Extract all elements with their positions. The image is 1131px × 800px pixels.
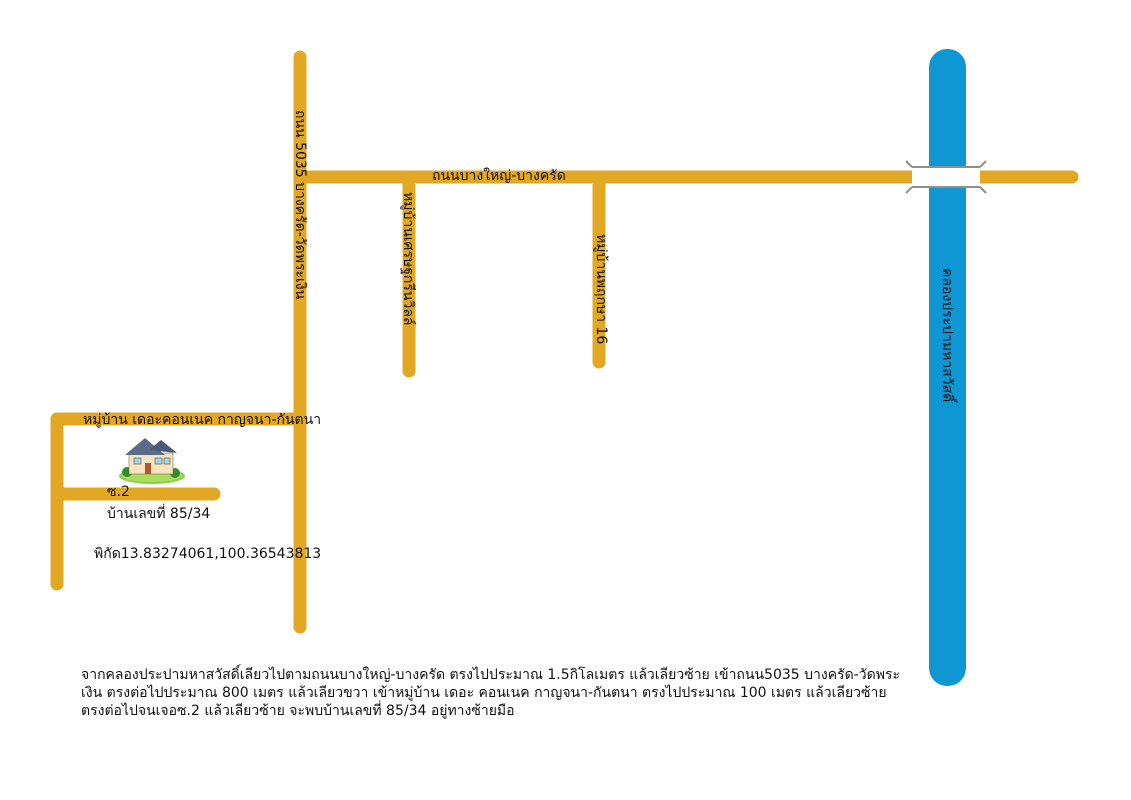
soi-a-label: หมู่บ้านเศรษฐกรีนวิลล์ — [400, 192, 416, 326]
directions-text: จากคลองประปามหาสวัสดิ์เลียวไปตามถนนบางใหญ่-บางครัด ตรงไปประมาณ 1.5กิโลเมตร แล้วเลียวซ้าย เข้าถนน5035 บางครัด-วัดพระเงิน ตรงต่อไปประมาณ 800 เมตร แล้วเลียวขวา เข้าหมู่บ้าน เดอะ คอนเนค กาญจนา-กันตนา ตรงไปประมาณ 100 เมตร แล้วเลียวซ้าย ตรงต่อไปจนเจอซ.2 แล้วเลียวซ้าย จะพบบ้านเลขที่ 85/34 อยู่ทางซ้ายมือ — [81, 667, 900, 719]
main-road-label: ถนนบางใหญ่-บางครัด — [432, 168, 566, 184]
coordinates-label: พิกัด13.83274061,100.36543813 — [94, 546, 322, 562]
house-icon — [119, 438, 185, 484]
soi-b-label: หมู่บ้านพฤกษา 16 — [593, 234, 609, 345]
road-5035-label: ถนน 5035 บางครัด-วัดพระเงิน — [292, 110, 308, 300]
soi-2-label: ซ.2 — [107, 484, 130, 500]
house-number-label: บ้านเลขที่ 85/34 — [107, 506, 211, 522]
canal-label: คลองประปามหาสวัสดิ์ — [939, 268, 955, 403]
village-label: หมู่บ้าน เดอะคอนเนค กาญจนา-กันตนา — [83, 412, 322, 428]
